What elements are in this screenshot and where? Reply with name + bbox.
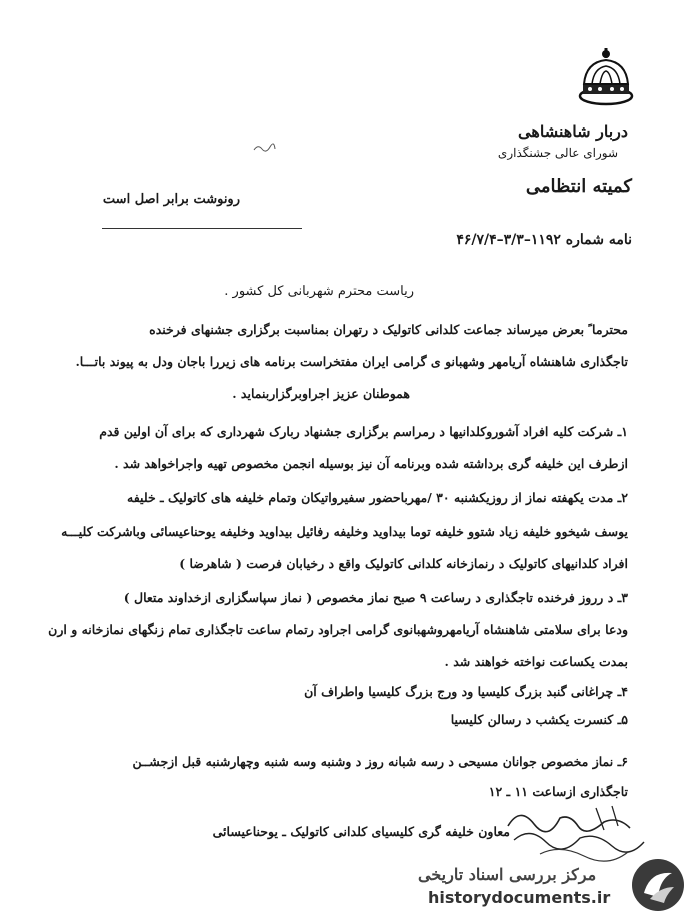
- letter-number: نامه شماره ۱۱۹۲–۳/۳–۴۶/۷/۴: [456, 232, 632, 248]
- scribble-mark-icon: [252, 142, 276, 154]
- committee-title: کمیته انتظامی: [525, 176, 632, 197]
- council-title: شورای عالی جشنگذاری: [497, 146, 618, 160]
- addressee-line: ریاست محترم شهربانی کل کشور .: [224, 284, 414, 299]
- handwritten-signature-icon: [500, 796, 650, 866]
- court-title: دربار شاهنشاهی: [518, 122, 628, 141]
- body-line: افراد کلدانیهای کاتولیک د رنمازخانه کلدانی کاتولیک واقع د رخیابان فرصت ( شاهرضا ): [179, 556, 628, 571]
- body-line: تاجگذاری شاهنشاه آریامهر وشهبانو ی گرامی ایران مفتخراست برنامه های زیررا باجان ودل به پیوند باتـــا.: [75, 354, 628, 369]
- signatory-line: معاون خلیفه گری کلیسیای کلدانی کاتولیک ـ یوحناعیسائی: [212, 824, 510, 839]
- crown-emblem-icon: [574, 44, 638, 110]
- body-line: ۱ـ شرکت کلیه افراد آشوروکلدانیها د رمراسم برگزاری جشنهاد ربارک شهرداری که برای آن اولین قدم: [99, 424, 628, 439]
- body-line: ازطرف این خلیفه گری برداشته شده وبرنامه آن نیز بوسیله انجمن مخصوص تهیه واجراخواهد شد .: [114, 456, 628, 471]
- body-line: ۶ـ نماز مخصوص جوانان مسیحی د رسه شبانه روز د وشنبه وسه شنبه وچهارشنبه قبل ازجشــن: [132, 754, 628, 769]
- body-line: ۵ـ کنسرت یکشب د رسالن کلیسیا: [450, 712, 628, 727]
- body-line: ۴ـ چراغانی گنبد بزرگ کلیسیا ود ورج بزرگ کلیسیا واطراف آن: [304, 684, 628, 699]
- watermark-text: مرکز بررسی اسناد تاریخی: [418, 865, 597, 884]
- body-line: بمدت یکساعت نواخته خواهند شد .: [444, 654, 628, 669]
- body-line: ۲ـ مدت یکهفته نماز از روزیکشنبه ۳۰ /مهرباحضور سفیرواتیکان وتمام خلیفه های کاتولیک ـ خلیفه: [127, 490, 628, 505]
- body-line: تاجگذاری ازساعت ۱۱ ـ ۱۲: [488, 784, 628, 799]
- body-line: یوسف شیخوو خلیفه زیاد شتوو خلیفه توما بیداوید وخلیفه رفائیل بیداوید وخلیفه یوحناعیسائی وباشرکت کلیـــه: [61, 524, 628, 539]
- archive-logo-icon: [630, 857, 686, 913]
- copy-certification-note: رونوشت برابر اصل است: [102, 192, 240, 207]
- body-line: ودعا برای سلامتی شاهنشاه آریامهروشهبانوی گرامی اجراود رتمام ساعت تاجگذاری تمام زنگهای نمازخانه و ارن: [48, 622, 628, 637]
- watermark-url: historydocuments.ir: [428, 888, 611, 907]
- committee-underline: [102, 228, 302, 229]
- body-line: هموطنان عزیز اجراوبرگزاربنماید .: [232, 386, 410, 401]
- body-line: ۳ـ د رروز فرخنده تاجگذاری د رساعت ۹ صبح نماز مخصوص ( نماز سپاسگزاری ازخداوند متعال ): [123, 590, 628, 605]
- body-line: محترما ً بعرض میرساند جماعت کلدانی کاتولیک د رتهران بمناسبت برگزاری جشنهای فرخنده: [149, 322, 628, 337]
